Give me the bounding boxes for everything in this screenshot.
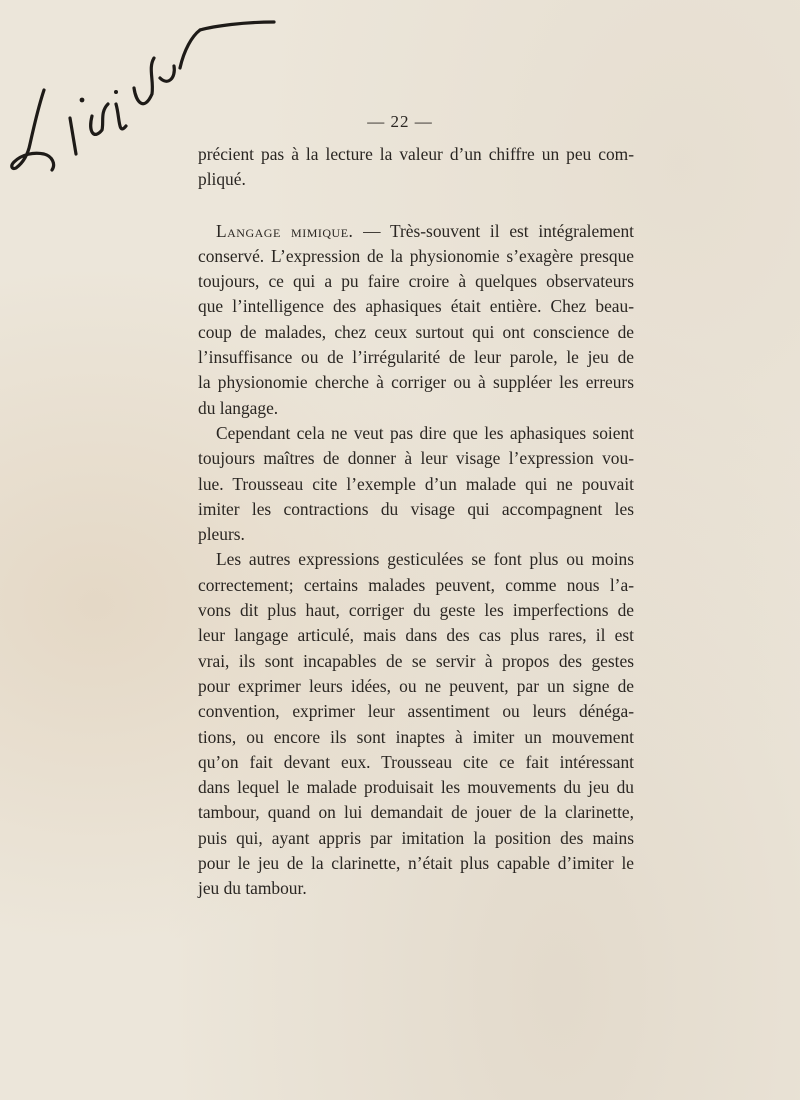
text-line: pour le jeu de la clarinette, n’était plus capable d’imiter le [198,853,634,874]
text-line: qu’on fait devant eux. Trousseau cite ce fait intéressant [198,751,634,772]
text-line: que l’intelligence des aphasiques était entière. Chez beau- [198,296,634,317]
text-line: la physionomie cherche à corriger ou à suppléer les erreurs [198,372,634,393]
text-line: conservé. L’expression de la physionomie s’exagère presque [198,245,634,266]
text-line: correctement; certains malades peuvent, comme nous l’a- [198,574,634,595]
body-text [198,142,634,902]
text-line: dans lequel le malade produisait les mouvements du jeu du [198,777,634,798]
text-line: vrai, ils sont incapables de se servir à propos des gestes [198,650,634,671]
text-line: pleurs. [198,524,245,545]
text-line: convention, exprimer leur assentiment ou leurs dénéga- [198,701,634,722]
text-line: tions, ou encore ils sont inaptes à imiter un mouvement [198,726,634,747]
text-line: coup de malades, chez ceux surtout qui ont conscience de [198,321,634,342]
text-line: toujours, ce qui a pu faire croire à quelques observateurs [198,271,634,292]
text-line: — Très-souvent il est intégralement [353,220,634,241]
text-line: jeu du tambour. [198,878,307,899]
section-heading: Langage mimique. [216,220,354,241]
text-line: leur langage articulé, mais dans des cas plus rares, il est [198,625,634,646]
text-line: imiter les contractions du visage qui accompagnent les [198,498,634,519]
text-line: du langage. [198,397,279,418]
text-line: Les autres expressions gesticulées se font plus ou moins [216,549,634,570]
text-line: toujours maîtres de donner à leur visage l’expression vou- [198,448,634,469]
text-line: vons dit plus haut, corriger du geste les imperfections de [198,600,634,621]
section-heading-line [198,219,634,244]
text-line: puis qui, ayant appris par imitation la position des mains [198,827,634,848]
text-line: précient pas à la lecture la valeur d’un chiffre un peu com- [198,144,634,164]
text-line: pliqué. [198,169,246,190]
page-number: — 22 — [367,112,433,131]
text-line: tambour, quand on lui demandait de jouer de la clarinette, [198,802,634,823]
text-line: Cependant cela ne veut pas dire que les aphasiques soient [216,422,634,443]
text-line: l’insuffisance ou de l’irrégularité de leur parole, le jeu de [198,347,634,368]
text-line: pour exprimer leurs idées, ou ne peuvent, par un signe de [198,675,634,696]
text-line: lue. Trousseau cite l’exemple d’un malade qui ne pouvait [198,473,634,494]
